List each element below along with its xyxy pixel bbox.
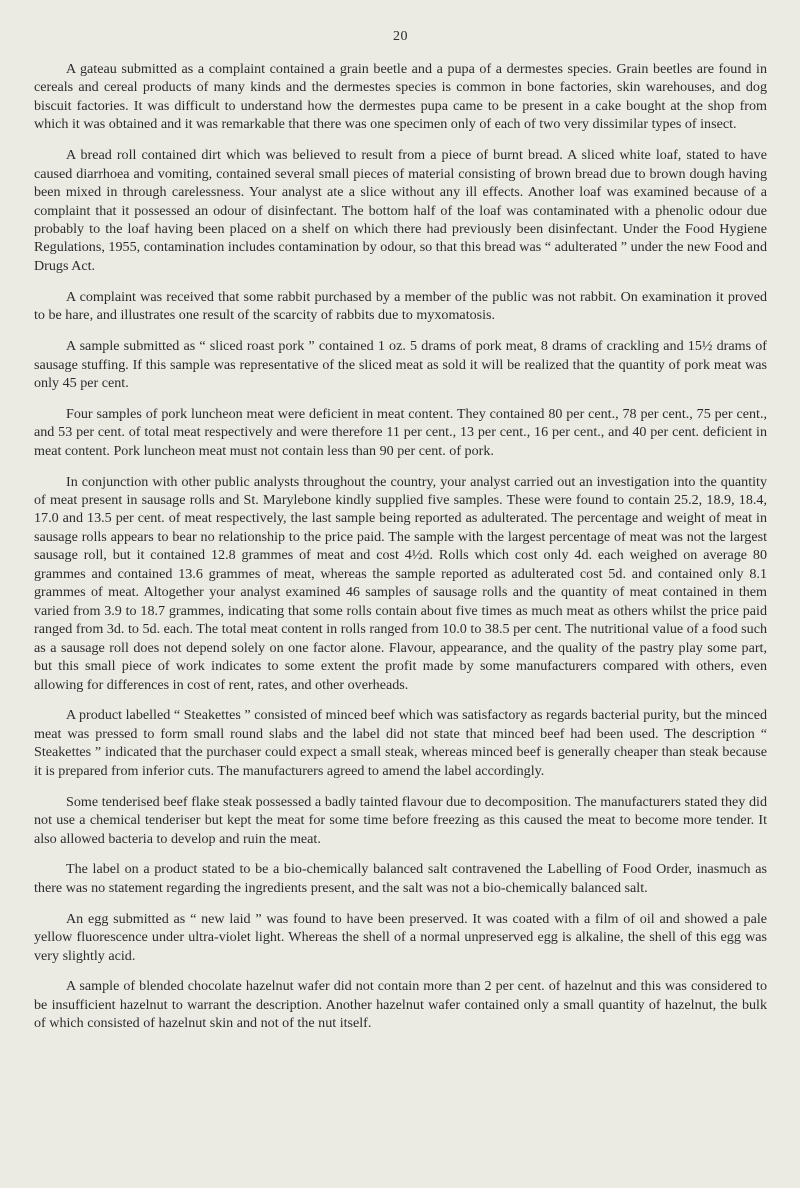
- paragraph-bread-complaints: A bread roll contained dirt which was believed to result from a piece of burnt bread. A sliced white loaf, stated to have caused diarrhoea and vomiting, contained several small pieces of material consisting of brown bread due to brown dough having been mixed in through carelessness. Your analyst ate a slice without any ill effects. Another loaf was examined because of a complaint that it possessed an odour of disinfectant. The bottom half of the loaf was contaminated with a phenolic odour due probably to the loaf having been placed on a shelf on which there had previously been disinfectant. Under the Food Hygiene Regulations, 1955, contamination includes contamination by odour, so that this bread was “ adulterated ” under the new Food and Drugs Act.: [34, 147, 767, 274]
- paragraph-gateau-complaint: A gateau submitted as a complaint contained a grain beetle and a pupa of a dermestes species. Grain beetles are found in cereals and cereal products of many kinds and the dermestes species is common in bone factories, skin warehouses, and dog biscuit factories. It was difficult to understand how the dermestes pupa came to be present in a cake bought at the shop from which it was obtained and it was remarkable that there was one specimen only of each of two very dissimilar types of insect.: [34, 61, 767, 133]
- paragraph-tenderised-beef: Some tenderised beef flake steak possessed a badly tainted flavour due to decomposition. The manufacturers stated they did not use a chemical tenderiser but kept the meat for some time before freezing as this caused the meat to become more tender. It also allowed bacteria to develop and ruin the meat.: [34, 793, 767, 847]
- paragraph-rabbit-complaint: A complaint was received that some rabbit purchased by a member of the public was not rabbit. On examination it proved to be hare, and illustrates one result of the scarcity of rabbits due to myxomatosis.: [34, 288, 767, 324]
- paragraph-sliced-roast-pork: A sample submitted as “ sliced roast pork ” contained 1 oz. 5 drams of pork meat, 8 drams of crackling and 15½ drams of sausage stuffing. If this sample was representative of the sliced meat as sold it will be realized that the quantity of pork meat was only 45 per cent.: [34, 338, 767, 391]
- paragraph-steakettes: A product labelled “ Steakettes ” consisted of minced beef which was satisfactory as regards bacterial purity, but the minced meat was pressed to form small round slabs and the label did not state that minced beef had been used. The description “ Steakettes ” indicated that the purchaser could expect a small steak, whereas minced beef is generally cheaper than steak because it is prepared from inferior cuts. The manufacturers agreed to amend the label accordingly.: [34, 707, 767, 779]
- paragraph-new-laid-egg: An egg submitted as “ new laid ” was found to have been preserved. It was coated with a film of oil and showed a pale yellow fluorescence under ultra-violet light. Whereas the shell of a normal unpreserved egg is alkaline, the shell of this egg was very slightly acid.: [34, 910, 767, 964]
- paragraph-pork-luncheon-meat: Four samples of pork luncheon meat were deficient in meat content. They contained 80 per cent., 78 per cent., 75 per cent., and 53 per cent. of total meat respectively and were therefore 11 per cent., 13 per cent., 16 per cent., and 40 per cent. deficient in meat content. Pork luncheon meat must not contain less than 90 per cent. of pork.: [34, 405, 767, 459]
- page-number: 20: [393, 29, 408, 44]
- paragraph-hazelnut-wafer: A sample of blended chocolate hazelnut wafer did not contain more than 2 per cent. of hazelnut and this was considered to be insufficient hazelnut to warrant the description. Another hazelnut wafer contained only a small quantity of hazelnut, the bulk of which consisted of hazelnut skin and not of the nut itself.: [34, 978, 767, 1032]
- paragraph-biochemical-salt: The label on a product stated to be a bio-chemically balanced salt contravened the Labelling of Food Order, inasmuch as there was no statement regarding the ingredients present, and the salt was not a bio-chemically balanced salt.: [34, 861, 767, 896]
- paragraph-sausage-rolls: In conjunction with other public analysts throughout the country, your analyst carried out an investigation into the quantity of meat present in sausage rolls and St. Marylebone kindly supplied five samples. These were found to contain 25.2, 18.9, 18.4, 17.0 and 13.5 per cent. of meat respectively, the last sample being reported as adulterated. The percentage and weight of meat in sausage rolls appears to bear no relationship to the price paid. The sample with the largest percentage of meat was not the largest sausage roll, but it contained 12.8 grammes of meat and cost 4½d. Rolls which cost only 4d. each weighed on average 80 grammes and contained 13.6 grammes of meat, whereas the sample reported as adulterated cost 5d. and contained only 8.1 grammes of meat. Altogether your analyst examined 46 samples of sausage rolls and the quantity of meat contained in them varied from 3.9 to 18.7 grammes, indicating that some rolls contain about five times as much meat as others whilst the price paid ranged from 3d. to 5d. each. The total meat content in rolls ranged from 10.0 to 38.5 per cent. The nutritional value of a food such as a sausage roll does not depend solely on one factor alone. Flavour, appearance, and the quality of the pastry play some part, but this small piece of work indicates to some extent the profit made by some manufacturers compared with others, even allowing for differences in cost of rent, rates, and other overheads.: [34, 473, 767, 693]
